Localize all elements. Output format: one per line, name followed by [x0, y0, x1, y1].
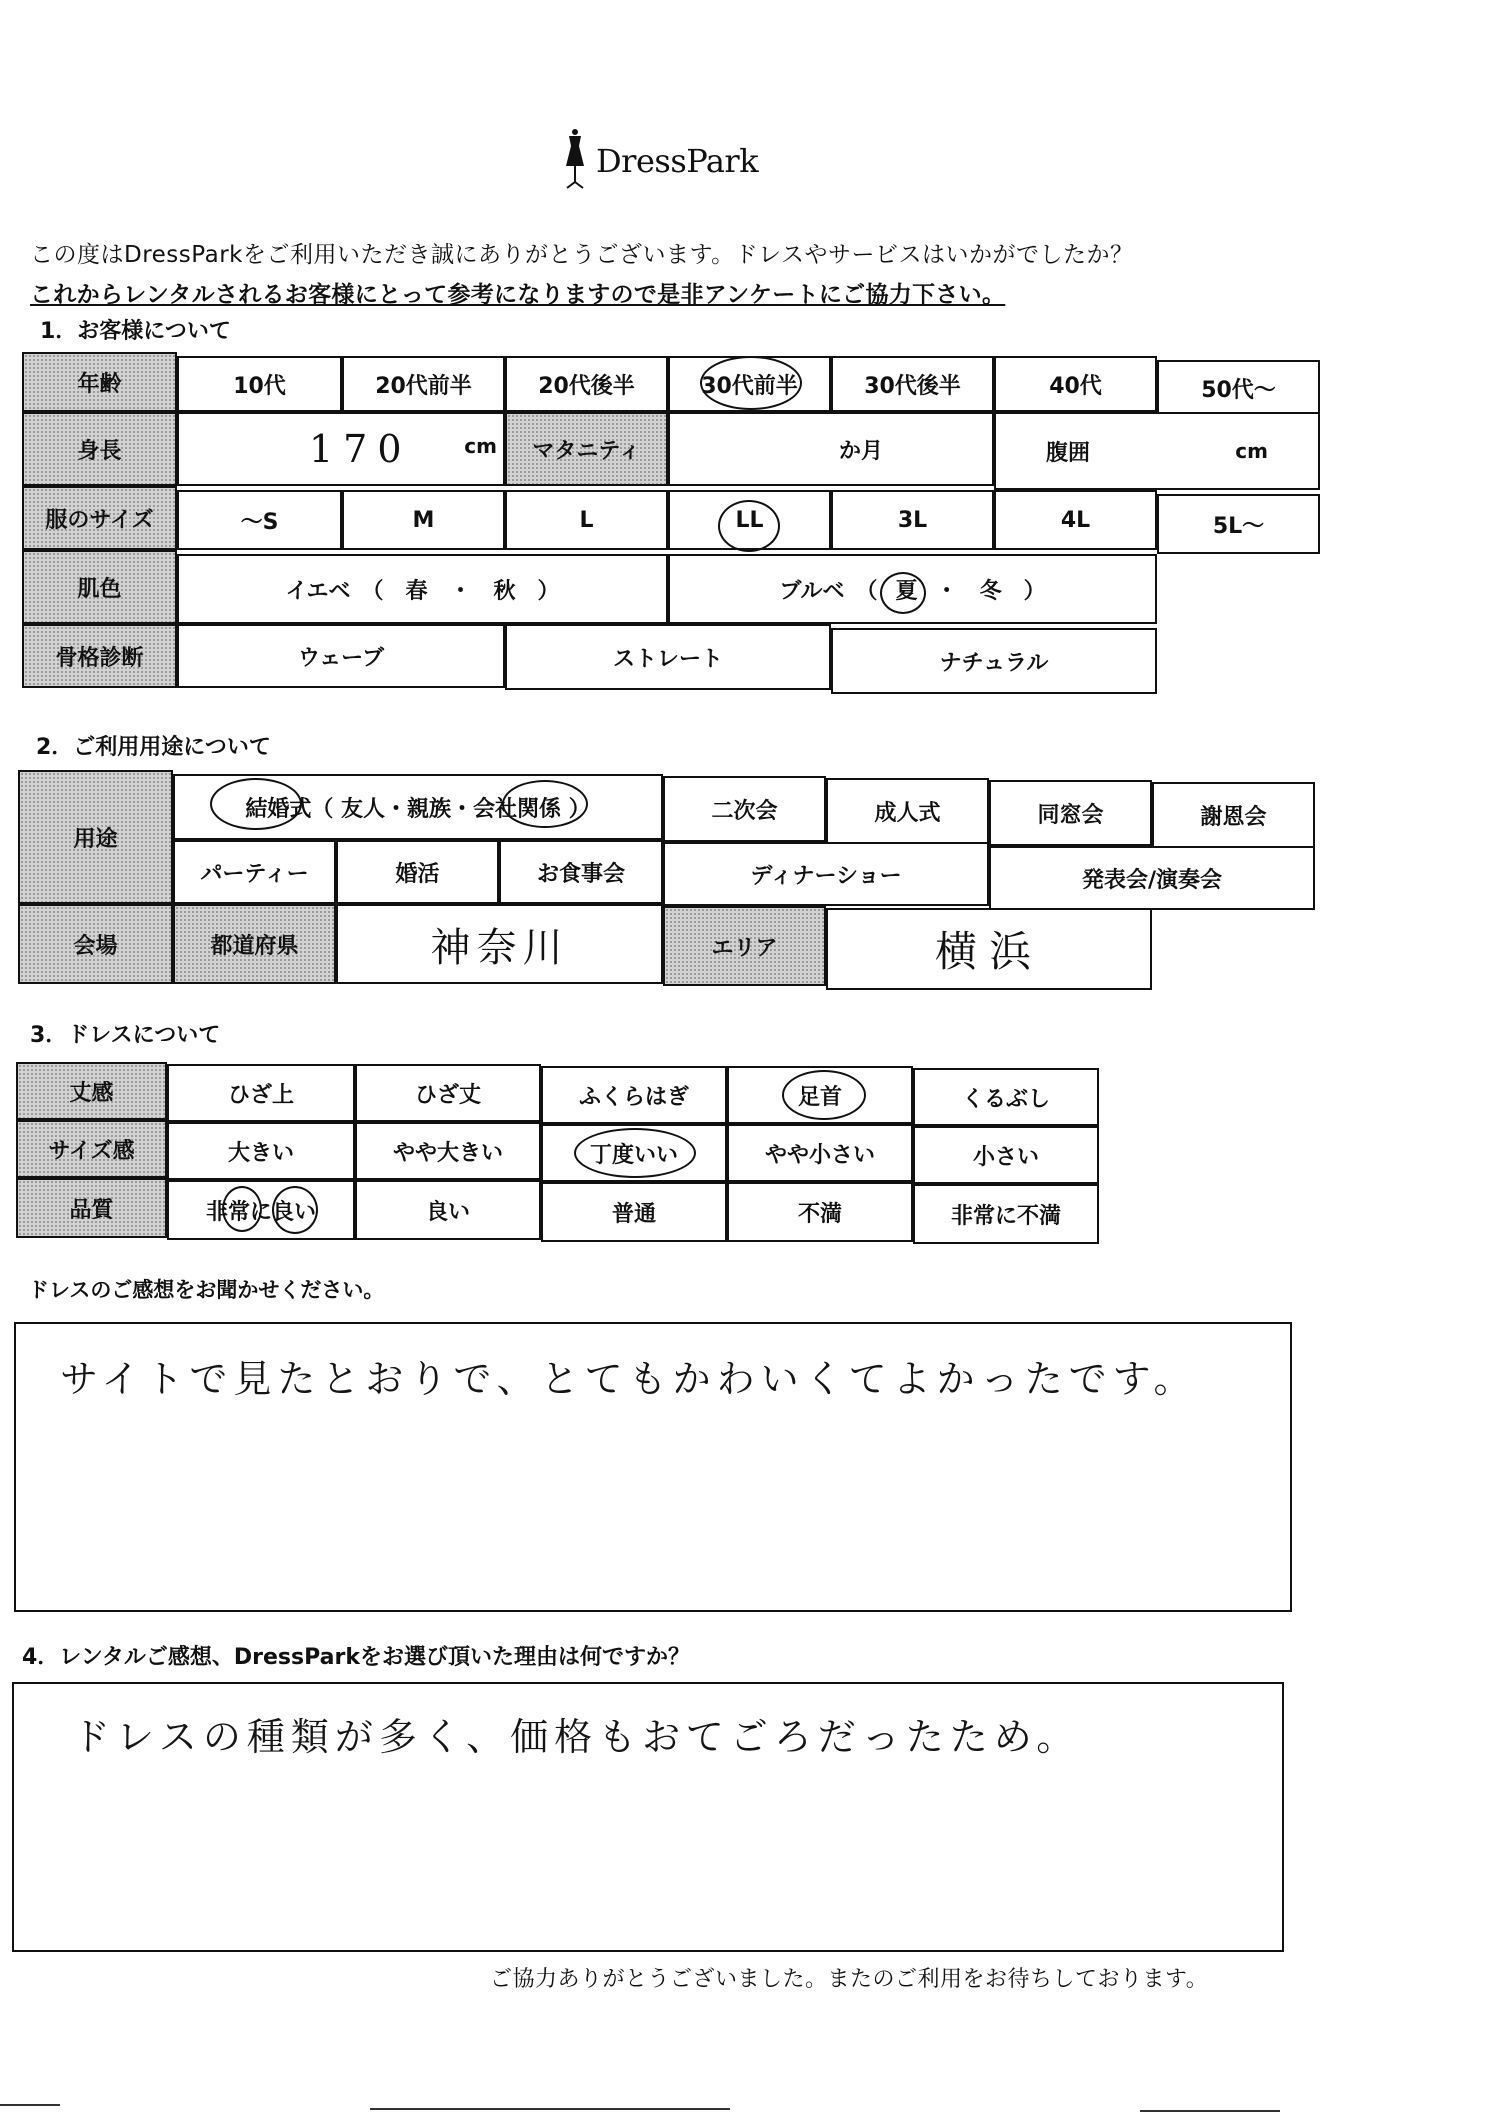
length-option-selected[interactable]: 足首 — [727, 1066, 913, 1124]
size-option[interactable]: ～S — [177, 490, 342, 550]
length-option[interactable]: ふくらはぎ — [541, 1066, 727, 1124]
selection-circle — [502, 780, 588, 828]
size-option[interactable]: M — [342, 490, 505, 550]
maternity-label: マタニティ — [505, 412, 668, 486]
scan-edge-line — [370, 2108, 730, 2110]
skin-blue-text: ブルベ （ — [779, 578, 878, 604]
size-option[interactable]: 5L～ — [1157, 494, 1320, 554]
selection-circle — [574, 1128, 696, 1178]
fit-label: サイズ感 — [16, 1120, 167, 1178]
fit-option-selected[interactable]: 丁度いい — [541, 1124, 727, 1182]
area-label: エリア — [663, 906, 826, 986]
age-option[interactable]: 10代 — [177, 356, 342, 412]
dresspark-logo — [560, 128, 800, 198]
selection-circle — [272, 1186, 318, 1234]
months-unit: か月 — [838, 438, 883, 464]
purpose-option[interactable]: 謝恩会 — [1152, 782, 1315, 848]
purpose-option[interactable]: 同窓会 — [989, 780, 1152, 846]
section-4-title: 4．レンタルご感想、DressParkをお選び頂いた理由は何ですか？ — [22, 1645, 690, 1670]
quality-option[interactable]: 良い — [355, 1180, 541, 1240]
selection-circle — [210, 778, 302, 830]
selection-circle — [222, 1186, 262, 1232]
fit-option[interactable]: やや小さい — [727, 1124, 913, 1182]
purpose-option[interactable]: 二次会 — [663, 776, 826, 842]
prefecture-label: 都道府県 — [173, 904, 336, 984]
impression-prompt: ドレスのご感想をお聞かせください。 — [28, 1278, 385, 1302]
purpose-option[interactable]: ディナーショー — [663, 842, 989, 906]
length-option[interactable]: ひざ上 — [167, 1064, 355, 1122]
prefecture-field[interactable] — [336, 904, 663, 984]
purpose-option[interactable]: 婚活 — [336, 840, 499, 904]
fit-option[interactable]: 小さい — [913, 1126, 1099, 1184]
intro-line-2: これからレンタルされるお客様にとって参考になりますので是非アンケートにご協力下さい。 — [30, 282, 1006, 308]
frame-option[interactable]: ナチュラル — [831, 628, 1157, 694]
size-label: 服のサイズ — [22, 486, 177, 550]
size-option[interactable]: 3L — [831, 490, 994, 550]
quality-label: 品質 — [16, 1178, 167, 1238]
quality-option[interactable]: 非常に不満 — [913, 1184, 1099, 1244]
purpose-option[interactable]: 成人式 — [826, 778, 989, 844]
dress-form-icon — [560, 128, 590, 190]
length-option[interactable]: くるぶし — [913, 1068, 1099, 1126]
scan-edge-line — [0, 2104, 60, 2106]
prefecture-value: 神奈川 — [430, 924, 569, 971]
waist-field[interactable] — [994, 412, 1320, 490]
wedding-option[interactable]: 結婚式（ 友人・親族・会社関係 ） — [173, 774, 663, 840]
fit-option[interactable]: やや大きい — [355, 1122, 541, 1180]
selection-circle — [718, 500, 780, 552]
quality-option-selected[interactable]: 非常に良い — [167, 1180, 355, 1240]
purpose-option[interactable]: 発表会/演奏会 — [989, 846, 1315, 910]
age-option[interactable]: 30代後半 — [831, 356, 994, 412]
intro-line-1: この度はDressParkをご利用いただき誠にありがとうございます。ドレスやサービスはいかがでしたか？ — [30, 242, 1134, 268]
section-2-title: 2．ご利用用途について — [36, 735, 271, 760]
quality-option[interactable]: 不満 — [727, 1182, 913, 1242]
purpose-option[interactable]: お食事会 — [499, 840, 663, 904]
area-field[interactable] — [826, 908, 1152, 990]
skin-summer-option[interactable]: 夏 — [895, 578, 918, 604]
skin-yellow-option[interactable]: イエベ （ 春 ・ 秋 ） — [177, 554, 668, 624]
waist-label: 腹囲 — [1046, 440, 1091, 466]
length-option[interactable]: ひざ丈 — [355, 1064, 541, 1122]
purpose-label: 用途 — [18, 770, 173, 904]
age-label: 年齢 — [22, 352, 177, 412]
area-value: 横浜 — [934, 927, 1043, 976]
size-option[interactable]: 4L — [994, 490, 1157, 550]
age-option[interactable]: 20代前半 — [342, 356, 505, 412]
waist-unit: cm — [1235, 439, 1268, 463]
size-option[interactable]: L — [505, 490, 668, 550]
venue-label: 会場 — [18, 904, 173, 984]
section-3-title: 3．ドレスについて — [30, 1023, 221, 1048]
purpose-option[interactable]: パーティー — [173, 840, 336, 904]
skin-tone-label: 肌色 — [22, 550, 177, 624]
height-field[interactable] — [177, 412, 505, 486]
section-1-title: 1．お客様について — [40, 319, 231, 344]
reason-answer: ドレスの種類が多く、価格もおてごろだったため。 — [72, 1715, 1081, 1759]
age-option[interactable]: 50代～ — [1157, 360, 1320, 416]
age-option[interactable]: 20代後半 — [505, 356, 668, 412]
logo-text: DressPark — [596, 142, 759, 180]
impression-answer: サイトで見たとおりで、とてもかわいくてよかったです。 — [60, 1357, 1198, 1401]
height-unit: cm — [464, 434, 497, 458]
size-option-selected[interactable]: LL — [668, 490, 831, 550]
selection-circle — [782, 1070, 866, 1120]
scan-edge-line — [1140, 2110, 1280, 2112]
maternity-months-field[interactable] — [668, 412, 994, 486]
skin-blue-rest: ・ 冬 ） — [935, 578, 1046, 604]
selection-circle — [700, 356, 802, 410]
thanks-message: ご協力ありがとうございました。またのご利用をお待ちしております。 — [490, 1967, 1209, 1992]
fit-option[interactable]: 大きい — [167, 1122, 355, 1180]
age-option-selected[interactable]: 30代前半 — [668, 356, 831, 412]
height-value: 170 — [309, 427, 412, 471]
frame-option[interactable]: ウェーブ — [177, 624, 505, 688]
length-label: 丈感 — [16, 1062, 167, 1120]
frame-option[interactable]: ストレート — [505, 624, 831, 690]
frame-label: 骨格診断 — [22, 624, 177, 688]
age-option[interactable]: 40代 — [994, 356, 1157, 412]
height-label: 身長 — [22, 412, 177, 486]
quality-option[interactable]: 普通 — [541, 1182, 727, 1242]
selection-circle — [880, 572, 926, 614]
